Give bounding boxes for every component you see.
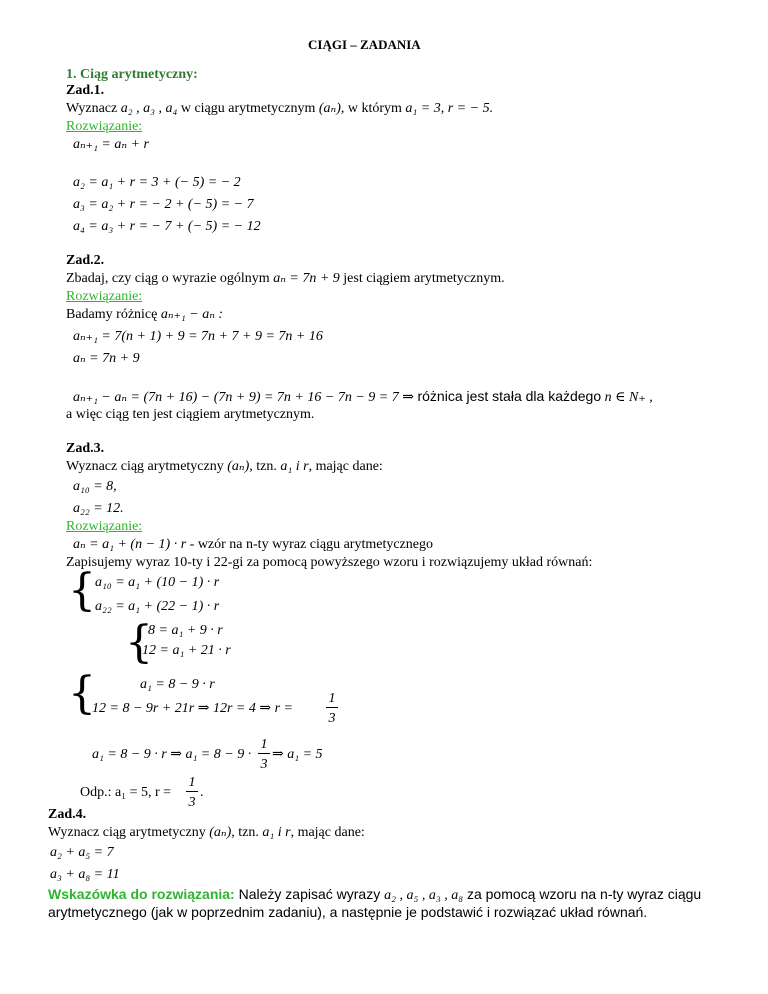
a1-result: ⇒ a₁ = 5 [272, 747, 323, 762]
hint-line-2: arytmetycznego (jak w poprzednim zadaniu), a następnie je podstawić i rozwiązać układ równań. [48, 904, 648, 920]
answer-period: . [200, 785, 204, 800]
system-2-eq-a: 8 = a₁ + 9 · r [148, 623, 223, 638]
fraction-bar [258, 753, 270, 754]
task-3-heading: Zad.3. [66, 441, 105, 456]
next-term-expansion: aₙ₊₁ = 7(n + 1) + 9 = 7n + 7 + 9 = 7n + 16 [73, 329, 323, 344]
given-sum-1: a₂ + a₅ = 7 [50, 845, 114, 860]
fraction-denominator: 3 [188, 795, 196, 810]
fraction-bar [326, 707, 338, 708]
system-3-eq-a: a₁ = 8 − 9 · r [140, 677, 215, 692]
general-term: aₙ = 7n + 9 [73, 351, 140, 366]
task-4-heading: Zad.4. [48, 807, 87, 822]
hint-line-1: Wskazówka do rozwiązania: Należy zapisać wyrazy a₂ , a₅ , a₃ , a₈ za pomocą wzoru na n-ty wyraz ciągu [48, 886, 702, 903]
given-a22: a₂₂ = 12. [73, 501, 124, 516]
a2-calculation: a₂ = a₁ + r = 3 + (− 5) = − 2 [73, 175, 241, 190]
task-2-heading: Zad.2. [66, 253, 105, 268]
section-heading: 1. Ciąg arytmetyczny: [66, 67, 198, 82]
task-4-statement: Wyznacz ciąg arytmetyczny (aₙ), tzn. a₁ i r, mając dane: [48, 825, 365, 840]
difference-calculation: aₙ₊₁ − aₙ = (7n + 16) − (7n + 9) = 7n + 16 − 7n − 9 = 7 ⇒ różnica jest stała dla każdego n ∈ N₊ , [73, 388, 653, 405]
task-3-answer: Odp.: a₁ = 5, r = [80, 785, 172, 800]
task-2-solution-label: Rozwiązanie: [66, 289, 143, 304]
fraction-numerator: 1 [188, 775, 196, 790]
task-2-conclusion: a więc ciąg ten jest ciągiem arytmetycznym. [66, 407, 315, 422]
given-a10: a₁₀ = 8, [73, 479, 117, 494]
system-intro: Zapisujemy wyraz 10-ty i 22-gi za pomocą powyższego wzoru i rozwiązujemy układ równań: [66, 555, 593, 570]
system-brace: { [68, 565, 96, 616]
page-title: CIĄGI – ZADANIA [308, 37, 421, 52]
given-sum-2: a₃ + a₈ = 11 [50, 867, 120, 882]
nth-term-formula: aₙ = a₁ + (n − 1) · r - wzór na n-ty wyraz ciągu arytmetycznego [73, 537, 433, 552]
task-1-heading: Zad.1. [66, 83, 105, 98]
task-1-statement: Wyznacz a₂ , a₃ , a₄ w ciągu arytmetycznym (aₙ), w którym a₁ = 3, r = − 5. [66, 101, 494, 116]
fraction-denominator: 3 [260, 757, 268, 772]
hint-label: Wskazówka do rozwiązania: [48, 886, 235, 902]
fraction-bar [186, 791, 198, 792]
difference-intro: Badamy różnicę aₙ₊₁ − aₙ : [66, 307, 224, 322]
fraction-denominator: 3 [328, 711, 336, 726]
fraction-numerator: 1 [260, 737, 268, 752]
task-3-statement: Wyznacz ciąg arytmetyczny (aₙ), tzn. a₁ i r, mając dane: [66, 459, 383, 474]
system-1-eq-b: a₂₂ = a₁ + (22 − 1) · r [95, 599, 220, 614]
a3-calculation: a₃ = a₂ + r = − 2 + (− 5) = − 7 [73, 197, 254, 212]
a1-calculation: a₁ = 8 − 9 · r ⇒ a₁ = 8 − 9 · [92, 747, 252, 762]
fraction-numerator: 1 [328, 691, 336, 706]
system-brace: { [125, 617, 153, 668]
system-brace: { [68, 668, 96, 719]
recurrence-formula: aₙ₊₁ = aₙ + r [73, 137, 149, 152]
system-2-eq-b: 12 = a₁ + 21 · r [142, 643, 231, 658]
system-3-eq-b: 12 = 8 − 9r + 21r ⇒ 12r = 4 ⇒ r = [92, 701, 293, 716]
task-2-statement: Zbadaj, czy ciąg o wyrazie ogólnym aₙ = 7n + 9 jest ciągiem arytmetycznym. [66, 271, 505, 286]
task-3-solution-label: Rozwiązanie: [66, 519, 143, 534]
task-1-solution-label: Rozwiązanie: [66, 119, 143, 134]
system-1-eq-a: a₁₀ = a₁ + (10 − 1) · r [95, 575, 220, 590]
a4-calculation: a₄ = a₃ + r = − 7 + (− 5) = − 12 [73, 219, 261, 234]
